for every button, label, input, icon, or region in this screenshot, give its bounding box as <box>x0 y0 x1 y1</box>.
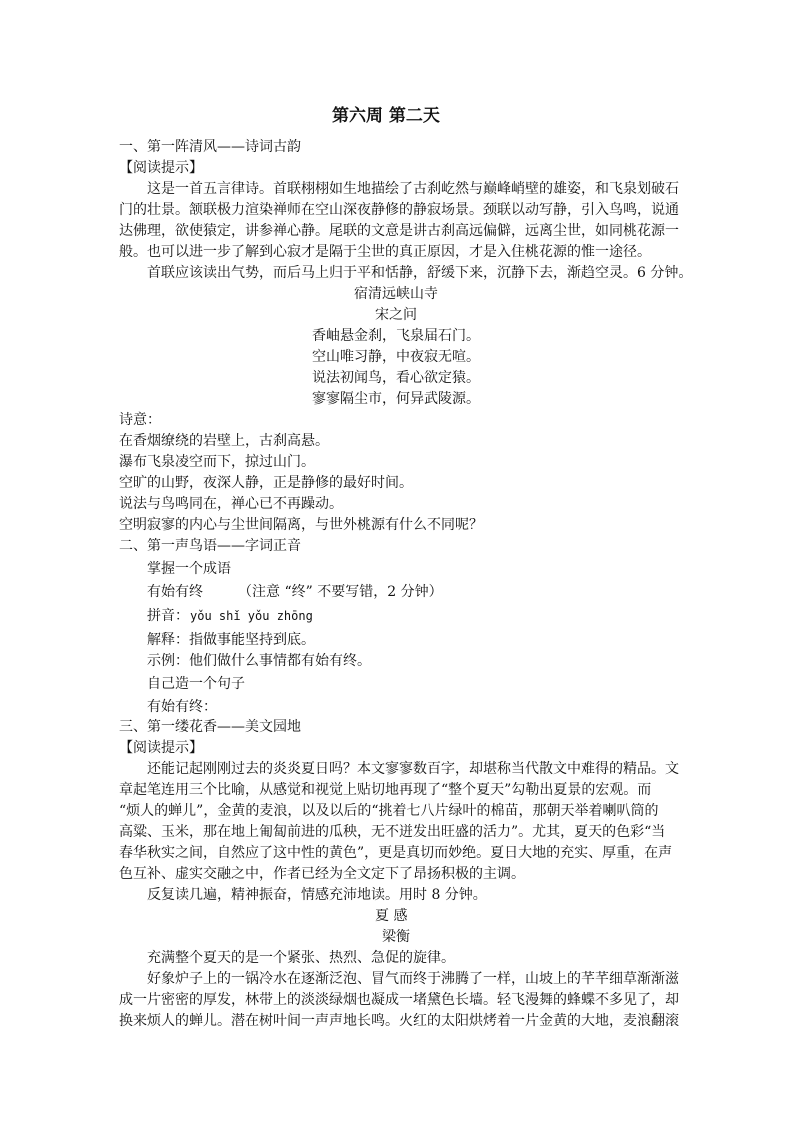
reading-tip-line: 般。也可以进一步了解到心寂才是隔于尘世的真正原因，才是入住桃花源的惟一途径。 <box>119 244 651 260</box>
reading-tip-line: 这是一首五言律诗。首联栩栩如生地描绘了古刹屹然与巅峰峭壁的雄姿，和飞泉划破石 <box>147 181 679 197</box>
poem-meaning-label: 诗意： <box>119 412 161 428</box>
reading-tip-line: 春华秋实之间，自然应了这中性的黄色”，更是真切而妙绝。夏日大地的充实、厚重，在声 <box>119 845 673 861</box>
idiom-intro: 掌握一个成语 <box>147 561 231 577</box>
idiom-word: 有始有终 <box>147 584 203 600</box>
reading-tip-line: 还能记起刚刚过去的炎炎夏日吗？本文寥寥数百字，却堪称当代散文中难得的精品。文 <box>147 761 679 777</box>
reading-tip-line: 高粱、玉米，那在地上匍匐前进的瓜秧，无不迸发出旺盛的活力”。尤其，夏天的色彩“当 <box>119 824 666 840</box>
poem-title: 宿清远峡山寺 <box>354 286 438 302</box>
idiom-example: 示例：他们做什么事情都有始有终。 <box>147 653 371 669</box>
idiom-explanation: 解释：指做事能坚持到底。 <box>147 632 315 648</box>
section-heading-poetry: 一、第一阵清风——诗词古韵 <box>119 139 301 155</box>
poem-meaning-line: 在香烟缭绕的岩壁上，古刹高悬。 <box>119 433 329 449</box>
essay-line: 成一片密密的厚发，林带上的淡淡绿烟也凝成一堵黛色长墙。轻飞漫舞的蜂蝶不多见了，却 <box>119 992 679 1008</box>
essay-line: 好象炉子上的一锅冷水在逐渐泛泡、冒气而终于沸腾了一样，山坡上的芊芊细草渐渐滋 <box>147 971 679 987</box>
poem-meaning-line: 空明寂寥的内心与尘世间隔离，与世外桃源有什么不同呢？ <box>119 517 483 533</box>
section-heading-pronunciation: 二、第一声鸟语——字词正音 <box>119 538 301 554</box>
idiom-note: （注意 “终” 不要写错，2 分钟） <box>238 584 443 600</box>
essay-title: 夏 感 <box>375 908 408 924</box>
reading-tip-line: 达佛理，欲使猿定，讲参禅心静。尾联的文意是讲古刹高远偏僻，远离尘世，如同桃花源一 <box>119 223 679 239</box>
sentence-answer-prompt: 有始有终： <box>147 699 217 715</box>
poem-author: 宋之问 <box>375 307 417 323</box>
poem-line: 说法初闻鸟，看心欲定猿。 <box>312 370 480 386</box>
section-heading-essay: 三、第一缕花香——美文园地 <box>119 719 301 735</box>
essay-line: 换来烦人的蝉儿。潜在树叶间一声声地长鸣。火红的太阳烘烤着一片金黄的大地，麦浪翻滚 <box>119 1013 679 1029</box>
poem-meaning-line: 说法与鸟鸣同在，禅心已不再躁动。 <box>119 496 343 512</box>
essay-author: 梁衡 <box>382 929 410 945</box>
reading-instruction: 首联应该读出气势，而后马上归于平和恬静，舒缓下来，沉静下去，渐趋空灵。6 分钟。 <box>147 265 693 281</box>
pinyin-value: yǒu shǐ yǒu zhōng <box>190 609 313 623</box>
essay-line: 充满整个夏天的是一个紧张、热烈、急促的旋律。 <box>147 950 455 966</box>
reading-instruction: 反复读几遍，精神振奋，情感充沛地读。用时 8 分钟。 <box>147 887 487 903</box>
reading-tip-line: 章起笔连用三个比喻，从感觉和视觉上贴切地再现了“整个夏天”勾勒出夏景的宏观。而 <box>119 782 652 798</box>
sentence-task: 自己造一个句子 <box>147 676 245 692</box>
poem-meaning-line: 瀑布飞泉凌空而下，掠过山门。 <box>119 454 315 470</box>
reading-tip-line: 门的壮景。颔联极力渲染禅师在空山深夜静修的静寂场景。颈联以动写静，引入鸟鸣，说通 <box>119 202 679 218</box>
reading-tip-line: 色互补、虚实交融之中，作者已经为全文定下了昂扬积极的主调。 <box>119 866 525 882</box>
reading-tip-label: 【阅读提示】 <box>119 740 203 756</box>
reading-tip-label: 【阅读提示】 <box>119 160 203 176</box>
reading-tip-line: “烦人的蝉儿”，金黄的麦浪，以及以后的“挑着七八片绿叶的棉苗，那朝天举着喇叭筒的 <box>119 803 659 819</box>
poem-line: 香岫悬金刹，飞泉届石门。 <box>312 328 480 344</box>
page-title: 第六周 第二天 <box>332 106 440 126</box>
poem-line: 空山唯习静，中夜寂无喧。 <box>312 349 480 365</box>
poem-meaning-line: 空旷的山野，夜深人静，正是静修的最好时间。 <box>119 475 413 491</box>
poem-line: 寥寥隔尘市，何异武陵源。 <box>312 391 480 407</box>
pinyin-label: 拼音： <box>147 608 189 624</box>
